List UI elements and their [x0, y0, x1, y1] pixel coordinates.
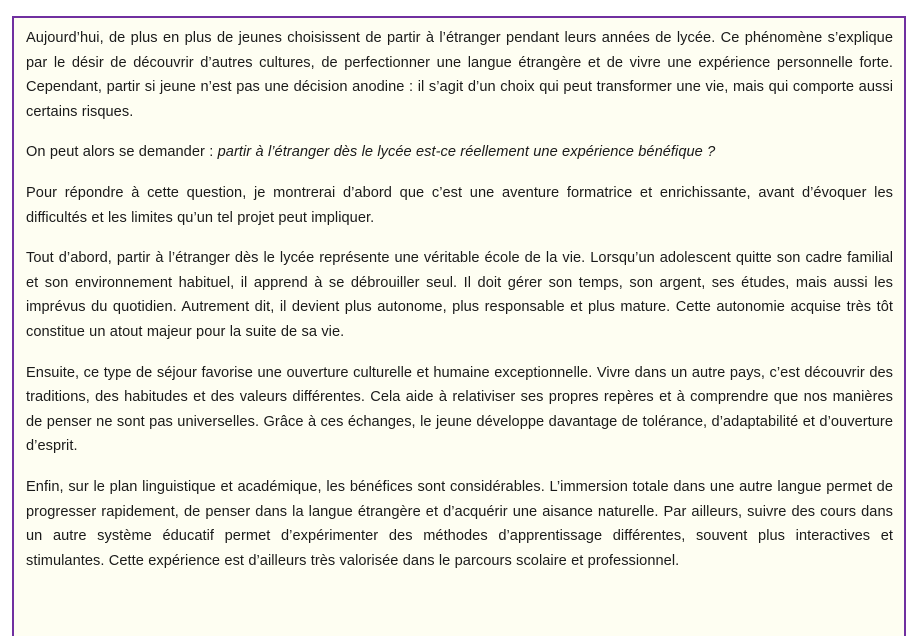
paragraph-plan: Pour répondre à cette question, je montrerai d’abord que c’est une aventure formatrice et enrichissante, avant d’évoquer les difficultés et les limites qu’un tel projet peut impliquer. — [26, 184, 893, 226]
paragraph-problematic — [26, 140, 893, 165]
paragraph-argument-culture: Ensuite, ce type de séjour favorise une ouverture culturelle et humaine exceptionnelle. Vivre dans un autre pays, c’est découvrir des traditions, des habitudes et des valeurs différentes. Cela aide à relativiser ses propres repères et à comprendre que nos manières de penser ne sont pas universelles. Grâce à ces échanges, le jeune développe davantage de tolérance, d’adaptabilité et d’ouverture d’esprit. — [26, 364, 893, 455]
problematic-question: partir à l’étranger dès le lycée est-ce réellement une expérience bénéfique ? — [217, 144, 716, 161]
problematic-prefix: On peut alors se demander : — [26, 144, 218, 161]
paragraph-introduction: Aujourd’hui, de plus en plus de jeunes choisissent de partir à l’étranger pendant leurs années de lycée. Ce phénomène s’explique par le désir de découvrir d’autres cultures, de perfectionner une langue étrangère et de vivre une expérience personnelle forte. Cependant, partir si jeune n’est pas une décision anodine : il s’agit d’un choix qui peut transformer une vie, mais qui comporte aussi certains risques. — [26, 30, 893, 120]
paragraph-argument-autonomy: Tout d’abord, partir à l’étranger dès le lycée représente une véritable école de la vie. Lorsqu’un adolescent quitte son cadre familial et son environnement habituel, il apprend à se débrouiller seul. Il doit gérer son temps, son argent, ses études, mais aussi les imprévus du quotidien. Autrement dit, il devient plus autonome, plus responsable et plus mature. Cette autonomie acquise très tôt constitue un atout majeur pour la suite de sa vie. — [26, 250, 893, 340]
paragraph-argument-language: Enfin, sur le plan linguistique et académique, les bénéfices sont considérables. L’immersion totale dans une autre langue permet de progresser rapidement, de penser dans la langue étrangère et d’acquérir une aisance naturelle. Par ailleurs, suivre des cours dans un autre système éducatif permet d’expérimenter des méthodes d’apprentissage différentes, souvent plus interactives et stimulantes. Cette expérience est d’ailleurs très valorisée dans le parcours scolaire et professionnel. — [26, 478, 893, 569]
essay-text-box — [12, 16, 906, 636]
